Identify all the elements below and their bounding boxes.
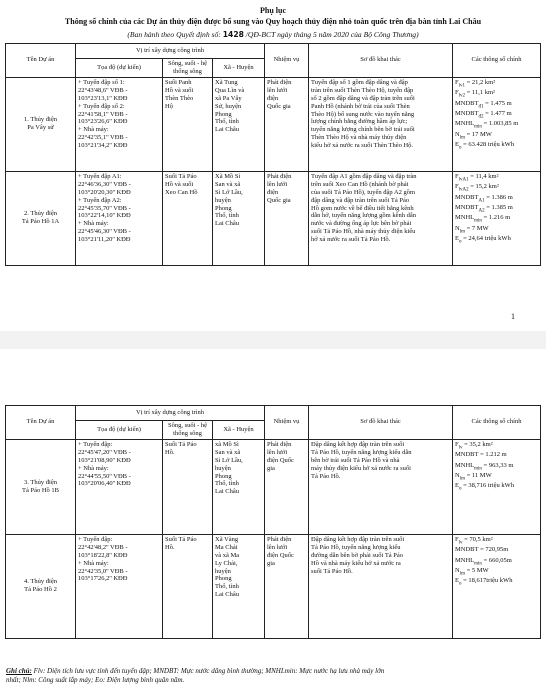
- cell-river: Suối Panh Hồ và suối Thèn Thèo Hộ: [163, 77, 213, 171]
- cell-params: $F_{lvA1} = 11,4$ km² $F_{lvA2} = 15,2$ km² $MNDBT_{A1} = 1.386$ m $MNDBT_{A2} = 1.385$ m $MNHL_{min} = 1.216$ m $N_{lm} = 7$ MW $E_o = 24,64$ triệu kWh: [453, 171, 541, 265]
- header-coordinates: Tọa độ (dự kiến): [76, 421, 163, 440]
- table-row: [6, 534, 541, 638]
- cell-task: Phát điện lên lưới điện Quốc gia: [265, 439, 309, 534]
- header-river: Sông, suối - hệ thống sông: [163, 421, 213, 440]
- document-page-2: [0, 349, 546, 695]
- footnote: Ghi chú: Flv: Diện tích lưu vực tính đến tuyến đập; MNDBT: Mực nước dâng bình thường; MNHLmin: Mực nước hạ lưu nhà máy lớn nhất; Nlm: Công suất lắp máy; Eo: Điện lượng bình quân năm.: [6, 667, 385, 685]
- cell-river: Suối Tả Páo Hồ và suối Xeo Can Hồ: [163, 171, 213, 265]
- cell-river: Suối Tả Páo Hồ.: [163, 534, 213, 638]
- cell-task: Phát điện lên lưới điện Quốc gia: [265, 77, 309, 171]
- table-header-row: [6, 406, 541, 421]
- header-project: Tên Dự án: [6, 44, 76, 78]
- cell-commune: Xã Vàng Ma Chải và xã Ma Ly Chải, huyện Phong Thổ, tỉnh Lai Châu: [213, 534, 265, 638]
- header-commune: Xã - Huyện: [213, 59, 265, 78]
- cell-scheme: Đập dâng kết hợp đập tràn trên suối Tả Páo Hồ, tuyến năng lượng kiểu đường dẫn bên bờ phải suối Tả Páo Hồ và nhà máy kiểu hở xả nước ra suối Tả Páo Hồ.: [309, 534, 453, 638]
- cell-commune: Xã Mồ Sì San và xã Sì Lở Lầu, huyện Phong Thổ, tỉnh Lai Châu: [213, 171, 265, 265]
- cell-project-name: 2. Thủy điện Tả Páo Hồ 1A: [6, 171, 76, 265]
- header-params: Các thông số chính: [453, 44, 541, 78]
- cell-coordinates: + Tuyến đập: 22°42'48,2'' VĐB - 103°18'22,8'' KĐĐ + Nhà máy: 22°42'35,0'' VĐB - 103°17'26,2'' KĐĐ: [76, 534, 163, 638]
- document-subtitle: (Ban hành theo Quyết định số: 1428 /QĐ-BCT ngày tháng 5 năm 2020 của Bộ Công Thương): [127, 30, 419, 39]
- cell-task: Phát điện lên lưới điện Quốc gia: [265, 534, 309, 638]
- table-row: [6, 171, 541, 265]
- cell-project-name: 1. Thủy điện Pa Vây sử: [6, 77, 76, 171]
- header-scheme: Sơ đồ khai thác: [309, 406, 453, 440]
- cell-river: Suối Tả Páo Hồ.: [163, 439, 213, 534]
- header-task: Nhiệm vụ: [265, 406, 309, 440]
- cell-scheme: Đập dâng kết hợp đập tràn trên suối Tả Páo Hồ, tuyến năng lượng kiểu dẫn bên bờ trái suối Tả Páo Hồ và nhà máy thủy điện kiểu hở xả nước ra suối Tả Páo Hồ.: [309, 439, 453, 534]
- header-scheme: Sơ đồ khai thác: [309, 44, 453, 78]
- document-page-1: [0, 0, 546, 331]
- cell-project-name: 3. Thủy điện Tả Páo Hồ 1B: [6, 439, 76, 534]
- cell-project-name: 4. Thủy điện Tả Páo Hồ 2: [6, 534, 76, 638]
- cell-commune: xã Mồ Sì San và xã Sì Lở Lầu, huyện Phong Thổ, tỉnh Lai Châu: [213, 439, 265, 534]
- page-number: 1: [511, 312, 515, 321]
- table-header-row: [6, 44, 541, 59]
- header-location-group: Vị trí xây dựng công trình: [76, 44, 265, 59]
- cell-params: $F_{lv} = 70,5$ km² MNDBT = 720,95m $MNHL_{min} = 660,05m$ $N_{lm} = 5$ MW $E_o$ = 18,617triệu kWh: [453, 534, 541, 638]
- header-river: Sông, suối - hệ thống sông: [163, 59, 213, 78]
- projects-table-part-2: [5, 405, 541, 639]
- header-commune: Xã - Huyện: [213, 421, 265, 440]
- appendix-label: Phụ lục: [259, 6, 286, 15]
- cell-commune: Xã Tung Qua Lìn và xã Pa Vây Sử, huyện Phong Thổ, tỉnh Lai Châu: [213, 77, 265, 171]
- footnote-label: Ghi chú:: [6, 667, 32, 675]
- table-row: [6, 77, 541, 171]
- decision-number: 1428: [222, 30, 244, 39]
- header-params: Các thông số chính: [453, 406, 541, 440]
- cell-params: $F_{lv1} = 21,2$ km² $F_{lv2} = 11,1$ km² $MNDBT_{đ1} = 1.475$ m $MNDBT_{đ2} = 1.477$ m $MNHL_{min} = 1.003,85$ m $N_{lm} = 17$ MW $E_o = 63.428$ triệu kWh: [453, 77, 541, 171]
- header-coordinates: Tọa độ (dự kiến): [76, 59, 163, 78]
- table-row: [6, 439, 541, 534]
- document-title: Thông số chính của các Dự án thủy điện được bổ sung vào Quy hoạch thủy điện nhỏ toàn quốc trên địa bàn tỉnh Lai Châu: [64, 17, 482, 26]
- cell-coordinates: + Tuyến đập số 1: 22°43'48,6'' VĐB - 103°23'13,1'' KĐĐ + Tuyến đập số 2: 22°41'58,1'' VĐB - 103°23'26,6'' KĐĐ + Nhà máy: 22°42'35,1'' VĐB - 103°21'34,2'' KĐĐ: [76, 77, 163, 171]
- cell-task: Phát điện lên lưới điện Quốc gia: [265, 171, 309, 265]
- header-location-group: Vị trí xây dựng công trình: [76, 406, 265, 421]
- cell-scheme: Tuyến đập số 1 gồm đập dâng và đập tràn trên suối Thèn Thèo Hộ, tuyến đập số 2 gồm đập dâng và đập tràn trên suối Panh Hồ (nhánh bờ trái của suối Thèn Thèo Hộ) bổ sung nước vào tuyến năng lượng chính bằng đường hầm áp lực; tuyến năng lượng chính bên bờ trái suối Thèn Thèo Hộ và nhà máy thủy điện kiểu hở xả nước ra suối Thèn Thèo Hộ.: [309, 77, 453, 171]
- cell-coordinates: + Tuyến đập A1: 22°46'36,30'' VĐB - 103°20'20,30'' KĐĐ + Tuyến đập A2: 22°45'35,70'' VĐB - 103°22'14,10'' KĐĐ + Nhà máy: 22°45'46,30'' VĐB - 103°21'11,20'' KĐĐ: [76, 171, 163, 265]
- header-task: Nhiệm vụ: [265, 44, 309, 78]
- cell-scheme: Tuyến đập A1 gồm đập dâng và đập tràn trên suối Xeo Can Hồ (nhánh bờ phải của suối Tả Páo Hồ), tuyến đập A2 gồm đập dâng và đập tràn trên suối Tả Páo Hồ gom nước về bể điều tiết bằng kênh dẫn hở, tuyến năng lượng gồm kênh dẫn nước và đường ống áp lực bên bờ phải suối Tả Páo Hồ, nhà máy thủy điện kiểu hở xả nước ra suối Tả Páo Hồ.: [309, 171, 453, 265]
- cell-params: $F_{lv} = 35,2$ km² MNDBT = 1.212 m $MNHL_{min} = 963,33$ m $N_{lm} = 11$ MW $E_o = 38,716$ triệu kWh: [453, 439, 541, 534]
- projects-table-part-1: [5, 43, 541, 266]
- cell-coordinates: + Tuyến đập: 22°45'47,20'' VĐB - 103°21'08,90'' KĐĐ + Nhà máy: 22°44'55,50'' VĐB - 103°20'06,40'' KĐĐ: [76, 439, 163, 534]
- header-project: Tên Dự án: [6, 406, 76, 440]
